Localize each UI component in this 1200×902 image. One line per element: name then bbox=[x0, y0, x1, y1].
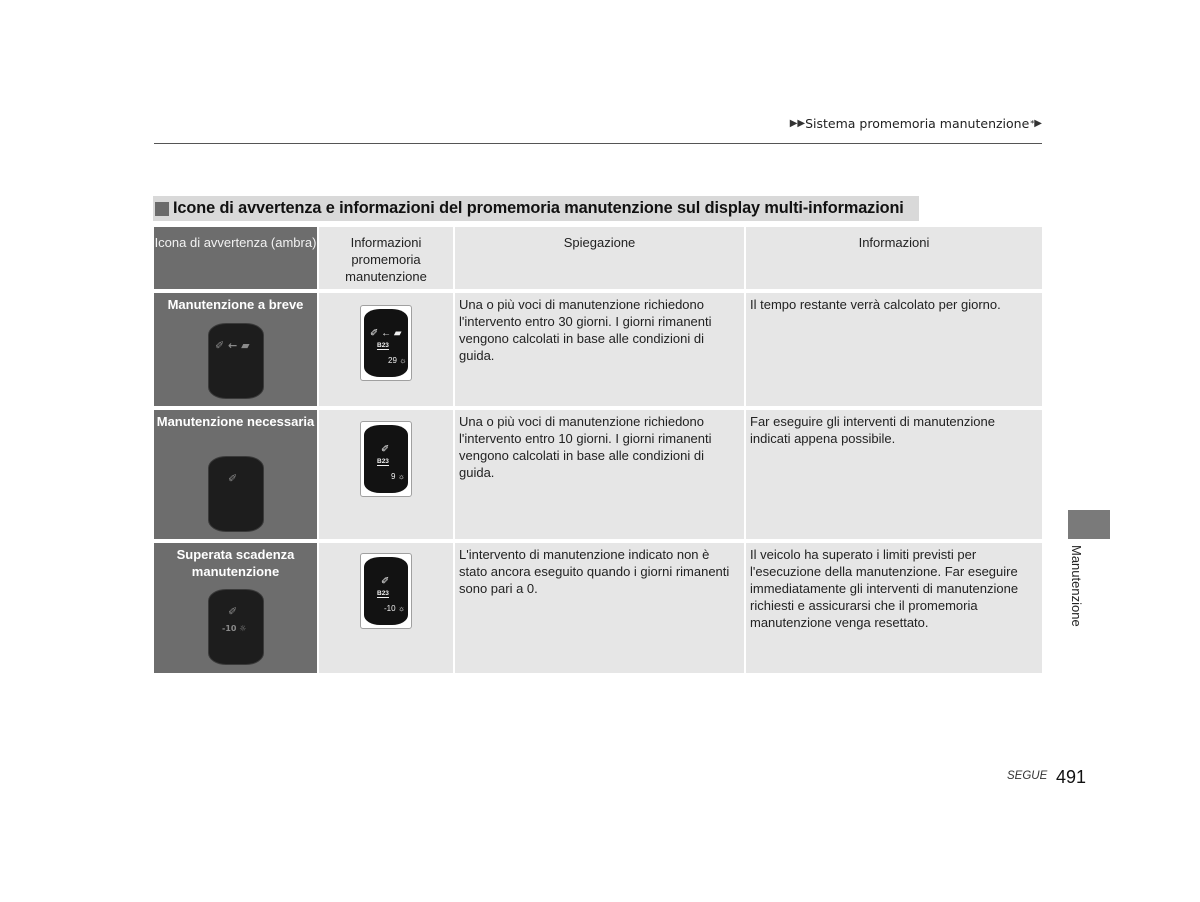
maintenance-code: B23 bbox=[377, 342, 389, 349]
warning-display-icon bbox=[208, 589, 264, 665]
continue-label: SEGUE bbox=[1007, 770, 1048, 782]
section-title: Icone di avvertenza e informazioni del promemoria manutenzione sul display multi-informazioni bbox=[173, 199, 904, 217]
maintenance-table bbox=[154, 227, 1042, 673]
column-header-warning-icon: Icona di avvertenza (ambra) bbox=[154, 227, 317, 289]
mini-display-icon bbox=[360, 421, 412, 497]
breadcrumb-text: Sistema promemoria manutenzione bbox=[805, 116, 1030, 131]
section-tab-label: Manutenzione bbox=[1069, 545, 1084, 627]
breadcrumb-arrows-icon: ▶▶ bbox=[789, 118, 806, 129]
column-header-reminder-info: Informazioni promemoria manutenzione bbox=[319, 227, 453, 289]
table-header bbox=[154, 227, 1042, 289]
information-cell: Il tempo restante verrà calcolato per giorno. bbox=[746, 293, 1042, 406]
overdue-days: -10 ☼ bbox=[222, 624, 247, 633]
breadcrumb bbox=[790, 116, 1042, 131]
warning-display-icon bbox=[208, 456, 264, 532]
row-label bbox=[154, 543, 317, 673]
explanation-cell: Una o più voci di manutenzione richiedono l'intervento entro 10 giorni. I giorni rimanenti vengono calcolati in base alle condizioni di guida. bbox=[455, 410, 744, 539]
mini-display-icon bbox=[360, 305, 412, 381]
mini-display-icon bbox=[360, 553, 412, 629]
information-cell: Il veicolo ha superato i limiti previsti per l'esecuzione della manutenzione. Far eseguire immediatamente gli interventi di manutenzione richiesti e assicurarsi che il promemoria manutenzione venga resettato. bbox=[746, 543, 1042, 673]
table-row bbox=[154, 293, 1042, 406]
warning-display-icon bbox=[208, 323, 264, 399]
information-cell: Far eseguire gli interventi di manutenzione indicati appena possibile. bbox=[746, 410, 1042, 539]
column-header-explanation: Spiegazione bbox=[455, 227, 744, 289]
page-number: 491 bbox=[1056, 767, 1087, 787]
reminder-display bbox=[319, 293, 453, 406]
row-label bbox=[154, 293, 317, 406]
section-tab[interactable] bbox=[1068, 510, 1110, 539]
row-label-text: Manutenzione a breve bbox=[167, 297, 304, 312]
wrench-arrow-car-icon: ✐ ← ▰ bbox=[370, 328, 402, 339]
reminder-display bbox=[319, 543, 453, 673]
days-remaining: 9 ☼ bbox=[391, 472, 406, 481]
wrench-icon: ✐ bbox=[381, 576, 390, 587]
maintenance-soon-icon: ✐ ← ▰ bbox=[215, 339, 250, 352]
table-row bbox=[154, 543, 1042, 673]
row-label bbox=[154, 410, 317, 539]
breadcrumb-arrow-icon: ▶ bbox=[1034, 118, 1042, 129]
explanation-cell: Una o più voci di manutenzione richiedono l'intervento entro 30 giorni. I giorni rimanenti vengono calcolati in base alle condizioni di guida. bbox=[455, 293, 744, 406]
days-remaining: 29 ☼ bbox=[388, 356, 407, 365]
maintenance-code: B23 bbox=[377, 590, 389, 597]
wrench-icon: ✐ bbox=[228, 472, 238, 485]
maintenance-code: B23 bbox=[377, 458, 389, 465]
section-heading bbox=[153, 196, 919, 221]
heading-square-icon bbox=[155, 202, 169, 216]
table-row bbox=[154, 410, 1042, 539]
row-label-text: Manutenzione necessaria bbox=[156, 414, 315, 429]
row-label-text: Superata scadenza manutenzione bbox=[176, 547, 295, 579]
header-rule bbox=[154, 143, 1042, 144]
column-header-information: Informazioni bbox=[746, 227, 1042, 289]
wrench-icon: ✐ bbox=[381, 444, 390, 455]
explanation-cell: L'intervento di manutenzione indicato non è stato ancora eseguito quando i giorni rimanenti sono pari a 0. bbox=[455, 543, 744, 673]
wrench-icon: ✐ bbox=[228, 605, 238, 618]
reminder-display bbox=[319, 410, 453, 539]
days-overdue: -10 ☼ bbox=[384, 604, 406, 613]
breadcrumb-star: * bbox=[1030, 119, 1035, 128]
